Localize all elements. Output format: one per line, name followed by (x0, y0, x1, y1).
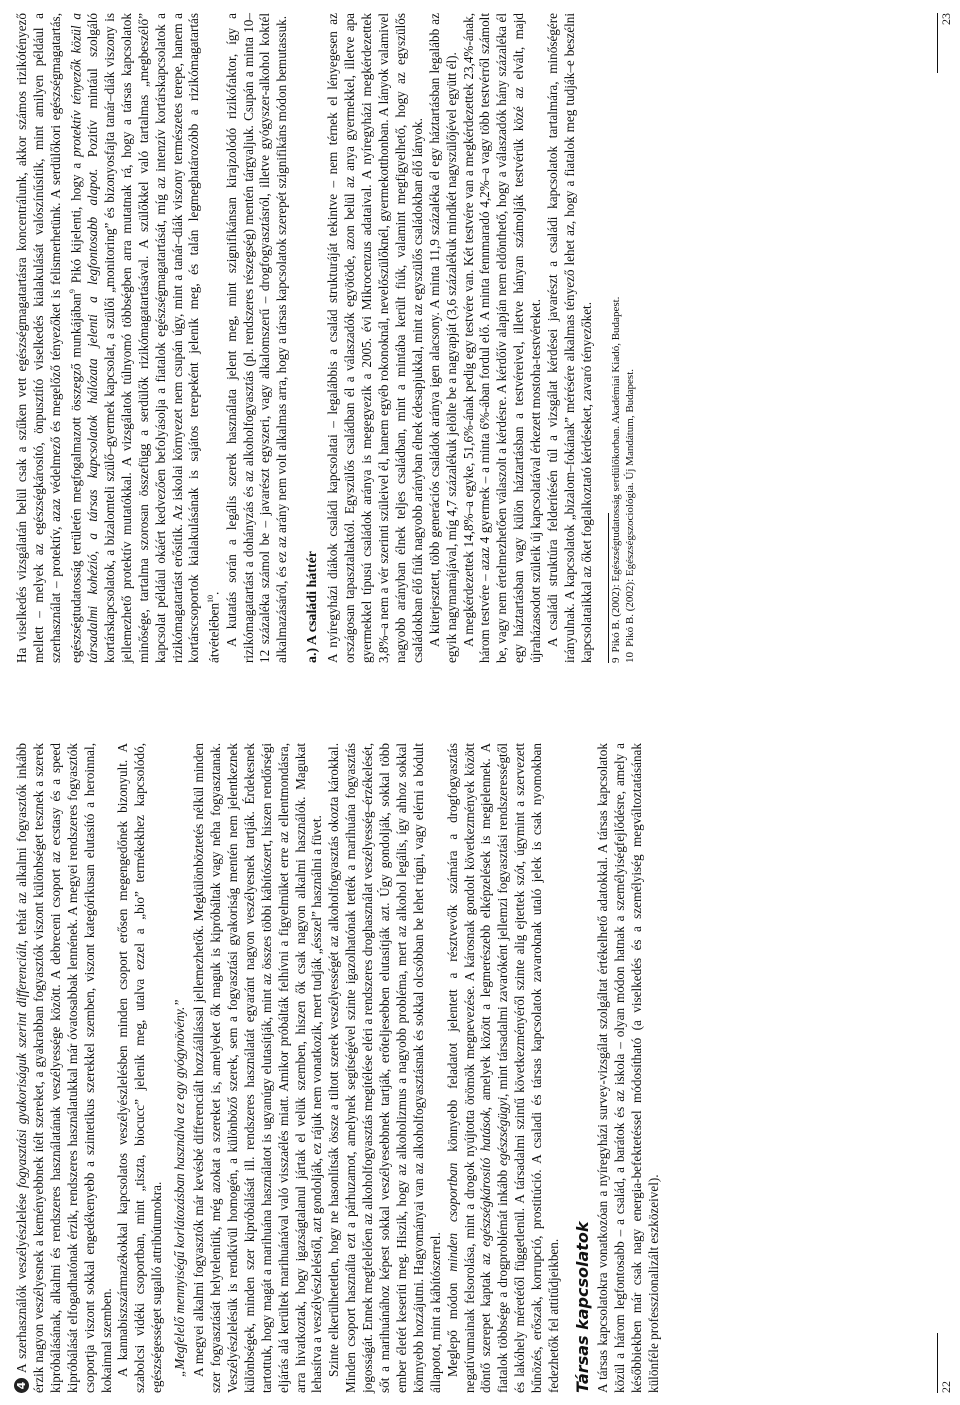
paragraph: A kiterjesztett, több generációs családok aránya igen alacsony. A minta 11,9 százaléka él egy háztartásban legalább az egyik nagymamájával, míg 4,7 százalékuk jelölte be a nagyapját (3,6 százalékuk mindkét nagyszülőjével együtt él). (426, 13, 459, 663)
paragraph: A társas kapcsolatokra vonatkozóan a nyíregyházi survey-vizsgálat szolgáltat értékelhető adatokkal. A társas kapcsolatok közül a három legfontosabb – a család, a barátok és az iskola – olyan módon hatnak a személyiségfejlődésre, amely a későbbiekben már csak nagy energia-befektetéssel módosítható (a viselkedés és a személyiség megváltoztatásának különféle professzionalizált eszközeivel). (595, 743, 661, 1393)
right-page (0, 1, 960, 703)
paragraph: A nyíregyházi diákok családi kapcsolatai – legalábbis a család strukturáját tekintve – nem térnek el lényegesen az országosan tapasztaltaktól. Egyszülős családban él a válaszadók egyötöde, azon belül az anya gyermekkel, illetve apa gyermekkel típusú családok aránya is megegyezik a 2005. évi Mikrocenzus adataival. A nyíregyházi megkérdezettek 3,8%–a nem a vér szerinti szüleivel él, hanem egyéb rokonoknál, nevelőszülőknél, gyermekotthonban. A lányok valamivel nagyobb arányban élnek teljes családban, mint a mintába került fiúk, valamint megfigyelhető, hogy az egyszülős családokban élő fiúk nagyobb arányban élnek édesapjukkal, mint az egyszülős családokban élő lányok. (325, 13, 425, 663)
marker-badge: 4 (14, 1378, 29, 1393)
paragraph: 4A szerhasználók veszélyészlelése fogyasztási gyakoriságuk szerint differenciált, tehát az alkalmi fogyasztók inkább érzik nagyon veszélyesnek a keményebbnek ítélt szereket, a gyakrabban fogyasztók viszont különbséget tesznek a szerek kipróbálásának, alkalmi és rendszeres használatának veszélyessége között. A debreceni csoport az ecstasy és a speed kipróbálását elfogadhatónak érzik, rendszeres használatukkal már óvatosabbak lennének. A megyei rendszeres fogyasztók csoportja viszont sokkal engedékenyebb a szintetikus szerekkel szemben, viszont kategórikusan elutasító a heroinnal, kokainnal szemben. (14, 743, 114, 1393)
paragraph: Szinte elkerülhetetlen, hogy ne hasonlítsák össze a tiltott szerek veszélyességét az alkoholfogyasztás okozta károkkal. Minden csoport használta ezt a párhuzamot, amelynek segítségével szinte igazolhatónak tették a marihuána fogyasztás jogosságát. Ennek megfelelően az alkoholfogyasztás megítélése eléri a rendszeres droghasználat veszélyesség–érzékelését, sőt a marihuánához képest sokkal veszélyesebbnek tartják, erőteljesebben elutasítják azt. Úgy gondolják, sokkal több ember életét keseríti meg. Hiszik, hogy az alkoholizmus a nagyobb probléma, mert az alkohol legális, így ahhoz sokkal könnyebb hozzájutni. Hagyományai van az alkoholfogyasztásnak és sokkal olcsóbban be lehet rúgni, vagy elérni a bódult állapotot, mint a kábítószerrel. (326, 743, 443, 1393)
paragraph: A megyei alkalmi fogyasztók már kevésbé differenciált hozzáállással jellemezhetők. Megkülönböztetés nélkül minden szer fogyasztását helytelenítik, még azokat a szereket is, amelyeket ők maguk is kipróbáltak vagy néha fogyasztanak. Veszélyészlelésük is rendkívül homogén, a különböző szerek, sem a fogyasztási gyakoriság mentén nem jelentkeznek különbségek, minden szer kipróbálását ill. rendszeres használatát egyaránt nagyon veszélyesnek tartják. Érdekesnek tartottuk, hogy magát a marihuána használatot is ugyanúgy elutasítják, mint az összes többi kábítószert, hiszen rendőrségi eljárás alá kerültek marihuánával való visszaélés miatt. Amikor próbálták felhívni a figyelmüket erre az ellentmondásra, arra hivatkoztak, hogy igazságtalanul jártak el velük szemben, hiszen ők csak nagyon alkalmi használók. Magukat lehasítva a veszélyészleléstől, azt gondolják, ez rájuk nem vonatkozik, mert tudják „ésszel” használni a füvet. (191, 743, 325, 1393)
paragraph: A családi struktúra felderítésén túl a vizsgálat kérdései javarészt a családi kapcsolatok tartalmára, minőségére irányulnak. A kapcsolatok „bizalom–fokának” mérésére alkalmas tényező lehet az, hogy a fiatalok meg tudják–e beszélni kapcsolataikkal az őket foglalkoztató kérdéseket, zavaró tényezőket. (545, 13, 594, 663)
left-page (0, 703, 960, 1405)
footnote: 10Pikó B. (2002): Egészségszociológia. Új Mandátum, Budapest. (623, 368, 636, 663)
footnote-ref: 9 (67, 289, 77, 294)
quote: „Megfelelő mennyiségű korlátozásban használva ez egy gyógynövény.” (172, 999, 188, 1377)
subsection-heading: a.) A családi háttér (305, 551, 321, 663)
page-number: 23 (939, 13, 953, 25)
footnotes (608, 13, 637, 663)
page-number-rule (937, 13, 938, 73)
page-number: 22 (939, 1381, 953, 1393)
page-number-rule (937, 1333, 938, 1393)
paragraph: Meglepő módon minden csoportban könnyebb feladatot jelentett a résztvevők számára a drogfogyasztás negatívumainak felsorolása, mint a drogok nyújtotta örömök megnevezése. A károsnak gondolt következmények között döntő szerepet kaptak az egészségkárosító hatások, amelyek között a legmerészebb elképzelések is megjelennek. A fiatalok többsége a drogproblémát inkább egészségügyi, mint társadalmi zavaróként jellemzi fogyasztási rendszerességtől és lakóhely méretétől függetlenül. A társadalmi szintű következményéről szinte alig ejtettek szót, úgymint a szervezett bűnözés, erőszak, korrupció, prostitúció. A csaladi és társas kapcsolatok zavaroknak utaló jelek is csak nyomokban fedezhetők fel attitűdjeikben. (444, 743, 562, 1393)
section-heading: Társas kapcsolatok (573, 1221, 592, 1393)
paragraph: Ha viselkedés vizsgálatán belül csak a szűken vett egészségmagatartásra koncentrálunk, akkor számos rizikótényező mellett – melyek az egészségkárosító, önpusztító viselkedés kialakulását valószínűsítik, mint amilyen például a szerhasználat – protektív, azaz védelmező és megelőző tényezőket is felismerhetünk. A serdülőkori egészségmagatartás, egészségtudatosság területén megfogalmazott összegző munkájában$^9$ Pikó kijelenti, hogy a protektív tényezők közül a társadalmi kohézió, a társas kapcsolatok hálózata jelenti a legfontosabb alapot. Pozitív mintául szolgáló kortárskapcsolatok, a bizalomteli szülő–gyermek kapcsolat, a szülői „monitoring” és bizonyosfajta tanár–diák viszony is jellemezhető protektív mutatókkal. A vizsgálatok túlnyomó többségben arra mutatnak rá, hogy a társas kapcsolatok minősége, tartalma szorosan összefügg a serdülők rizikómagatartásával. A szülőkkel való tartalmas „megbeszélő” kapcsolat például okáért kedvezően befolyásolja a fiatalok egészségmagatartását, míg az intenzív kortárskapcsolatok a rizikómagatartást erősítik. Az iskolai környezet nem csupán úgy, mint a tanár–diák viszony természetes terepe, hanem a kortárscsoportok kialakulásának is sajátos terepeként jelenik meg, és talán legmeghatározóbb a rizikómagatartás átvételében$^{10}$. (14, 13, 222, 663)
paragraph: A kutatás során a legális szerek használata jelent meg, mint szignifikánsan kirajzolódó rizikófaktor, így a rizikómagatartást a dohányzás és az alkoholfogyasztás (pl. rendszeres részegség) mentén tárgyaljuk. Csupán a minta 10–12 százaléka számol be – javarészt egyszeri, vagy alkalomszerű – drogfogyasztásról, illetve gyógyszer-alkohol koktél alkalmazásáról, és ez az arány nem volt alkalmas arra, hogy a társas kapcsolatok szerepét szignifikáns módon bemutassuk. (223, 13, 290, 663)
footnote-ref: 10 (206, 594, 216, 603)
paragraph: A megkérdezettek 14,8%–a egyke, 51,6%-ának pedig egy testvére van. Két testvére van a megkérdezettek 23,4%-ának, három testvére – azaz 4 gyermek – a minta 6%-ában fordul elő. A minta fennmaradó 4,2%–a vagy több testvérről számolt be, vagy nem értelmezhetően válaszolt a kérdésre. A kérdőív alapján nem eldönthető, hogy a válaszadók hány százaléka él egy háztartásban vagy külön háztartásban a testvéreivel, illetve hányan számolják testvérük közé az elvált, majd újraházasodott szüleik új kapcsolatával érkezett mostoha-testvéreket. (460, 13, 544, 663)
paragraph: A kannabiszszármazékokkal kapcsolatos veszélyészlelésben minden csoport erősen megengedőnek bizonyult. A szabolcsi vidéki csoportban, mint „tiszta, biocucc” jelenik meg, utalva ezzel a „bio” termékekhez kapcsolódó, egészségességet sugalló attribútumokra. (115, 743, 165, 1393)
footnote: 9Pikó B. (2002): Egészségtudatosság serdülőkorban. Akadémiai Kiadó, Budapest. (609, 296, 622, 663)
